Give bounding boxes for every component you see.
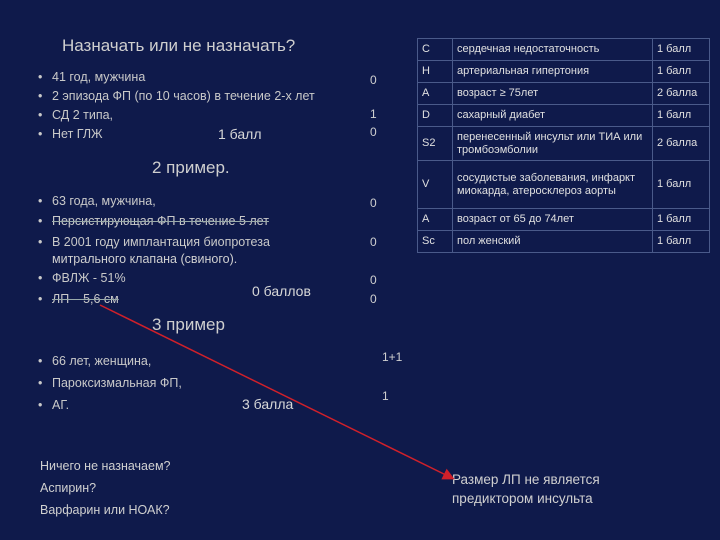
case3-num: 1+1 [382,350,403,364]
score-points: 1 балл [653,161,710,209]
case3-num: 1 [382,389,389,403]
case2-item: • Персистирующая ФП в течение 5 лет [52,214,269,228]
score-table-row [418,231,710,253]
case2-item: • 63 года, мужчина, [52,194,156,208]
case1-score: 1 балл [218,126,262,142]
note-text: Размер ЛП не является предиктором инсульта [452,472,600,506]
case1-item: • 41 год, мужчина [52,70,145,84]
score-letter: A [418,83,453,105]
score-table-row [418,209,710,231]
score-table-row [418,161,710,209]
case3-score: 3 балла [242,396,294,412]
score-letter: Sc [418,231,453,253]
risk-factor: артериальная гипертония [453,61,653,83]
case2-title: 2 пример. [152,158,230,177]
case2-num: 0 [370,196,377,210]
score-points: 1 балл [653,39,710,61]
case2-item: • ЛП – 5,6 см [52,292,119,306]
case2-num: 0 [370,235,377,249]
case3-item: • 66 лет, женщина, [52,354,151,368]
score-points: 1 балл [653,61,710,83]
question: Аспирин? [40,481,97,495]
score-points: 1 балл [653,231,710,253]
risk-factor: сердечная недостаточность [453,39,653,61]
case2-num: 0 [370,273,377,287]
risk-factor: перенесенный инсульт или ТИА или тромбоэмболии [453,127,653,161]
case1-item: • 2 эпизода ФП (по 10 часов) в течение 2-х лет [52,89,315,103]
case2-item-cont: митрального клапана (свиного). [52,252,238,266]
score-table-row [418,39,710,61]
score-letter: C [418,39,453,61]
case3-item: • АГ. [52,398,69,412]
case1-item: • Нет ГЛЖ [52,127,103,141]
score-letter: V [418,161,453,209]
risk-factor: пол женский [453,231,653,253]
case2-score: 0 баллов [252,283,311,299]
score-letter: D [418,105,453,127]
case2-item: • ФВЛЖ - 51% [52,271,126,285]
case1-num: 0 [370,125,377,139]
score-letter: H [418,61,453,83]
case1-num: 1 [370,107,377,121]
score-table-row [418,105,710,127]
score-letter: A [418,209,453,231]
case1-item: • СД 2 типа, [52,108,113,122]
risk-factor: сахарный диабет [453,105,653,127]
score-table-row [418,61,710,83]
case2-num: 0 [370,292,377,306]
risk-factor: возраст от 65 до 74лет [453,209,653,231]
question: Варфарин или НОАК? [40,503,170,517]
slide-title: Назначать или не назначать? [62,36,296,55]
case1-num: 0 [370,73,377,87]
score-table [417,38,710,253]
question: Ничего не назначаем? [40,459,171,473]
score-letter: S2 [418,127,453,161]
risk-factor: сосудистые заболевания, инфаркт миокарда, атеросклероз аорты [453,161,653,209]
score-points: 1 балл [653,105,710,127]
score-table-row [418,127,710,161]
score-points: 2 балла [653,127,710,161]
case2-item: • В 2001 году имплантация биопротеза [52,235,270,249]
score-points: 2 балла [653,83,710,105]
case3-item: • Пароксизмальная ФП, [52,376,182,390]
case3-title: 3 пример [152,315,225,334]
score-table-row [418,83,710,105]
score-points: 1 балл [653,209,710,231]
risk-factor: возраст ≥ 75лет [453,83,653,105]
